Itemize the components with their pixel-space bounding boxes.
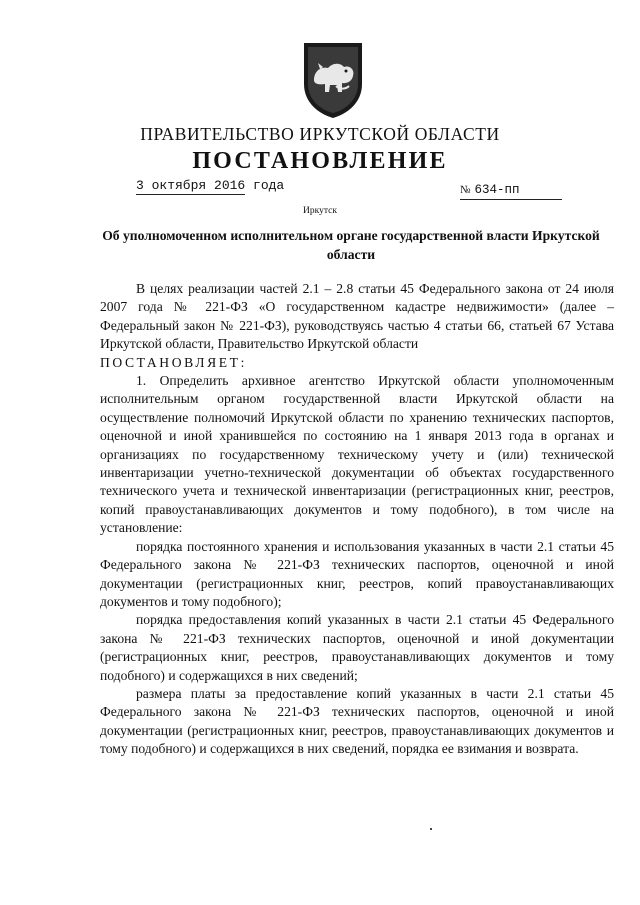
subitem-paragraph: порядка предоставления копий указанных в части 2.1 статьи 45 Федерального закона № 221-ФЗ технических паспортов, оценочной и иной документации (регистрационных книг, реестров, правоустанавливающих документов и тому подобного) и содержащихся в них сведений;: [100, 612, 614, 683]
document-subject: Об уполномоченном исполнительном органе государственной власти Иркутской области: [102, 228, 600, 262]
item-1-paragraph: 1. Определить архивное агентство Иркутской области уполномоченным исполнительным органом государственной власти Иркутской области на осуществление полномочий Иркутской области по хранению технических паспортов, оценочной и иной хранившейся по состоянию на 1 января 2013 года в органах и организациях по государственному техническому учету и (или) технической инвентаризации учетно-технической документации об объектах государственного технического учета и технической инвентаризации (регистрационных книг, реестров, копий правоустанавливающих документов и тому подобного), в том числе на установление:: [100, 373, 614, 536]
document-type-title: ПОСТАНОВЛЕНИЕ: [192, 148, 448, 174]
document-body: [100, 280, 614, 759]
irkutsk-coat-of-arms-icon: [300, 40, 366, 120]
number-sign: №: [460, 184, 471, 196]
organization-name: ПРАВИТЕЛЬСТВО ИРКУТСКОЙ ОБЛАСТИ: [140, 124, 500, 144]
document-number-field: [460, 180, 562, 200]
document-date: 3 октября 2016 года: [136, 178, 285, 193]
subitem-paragraph: размера платы за предоставление копий указанных в части 2.1 статьи 45 Федерального закона № 221-ФЗ технических паспортов, оценочной и иной документации (регистрационных книг, реестров, правоустанавливающих документов и тому подобного) и содержащихся в них сведений, порядка ее взимания и возврата.: [100, 685, 614, 757]
resolves-heading: ПОСТАНОВЛЯЕТ:: [100, 354, 247, 370]
scan-speck: [430, 828, 432, 830]
document-number: 634-пп: [474, 183, 520, 197]
intro-paragraph: В целях реализации частей 2.1 – 2.8 статьи 45 Федерального закона от 24 июля 2007 года № 221-ФЗ «О государственном кадастре недвижимости» (далее – Федеральный закон № 221-ФЗ), руководствуясь частью 4 статьи 66, статьей 67 Устава Иркутской области, Правительство Иркутской области: [100, 281, 614, 352]
city-name: Иркутск: [303, 206, 337, 216]
subitem-paragraph: порядка постоянного хранения и использования указанных в части 2.1 статьи 45 Федерального закона № 221-ФЗ технических паспортов, оценочной и иной документации (регистрационных книг, реестров, копий правоустанавливающих документов и тому подобного);: [100, 538, 614, 609]
